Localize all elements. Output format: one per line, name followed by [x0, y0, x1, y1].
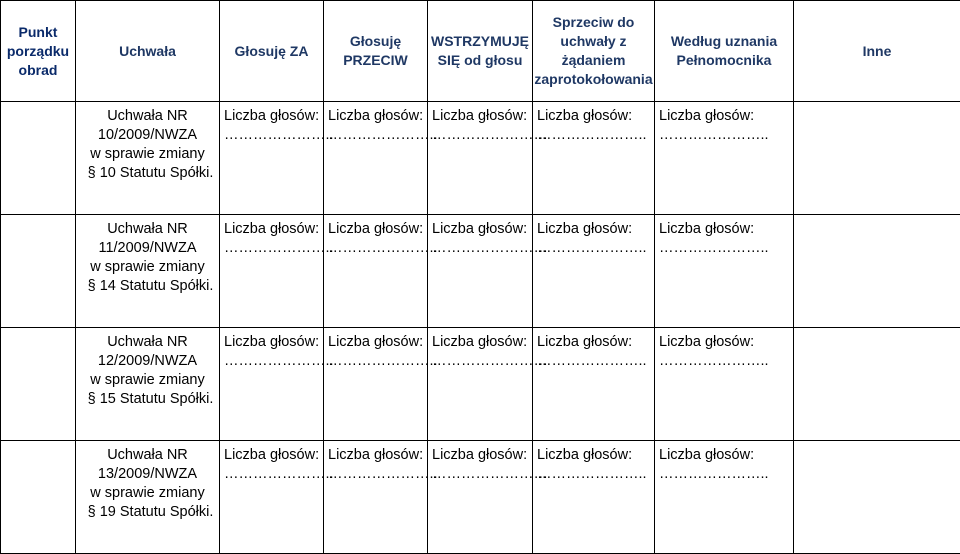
- vote-count-label: Liczba głosów:: [659, 446, 793, 465]
- vote-count-field[interactable]: …………………..: [328, 239, 427, 258]
- table-body: [1, 102, 960, 554]
- vote-count-label: Liczba głosów:: [659, 333, 793, 352]
- header-objection: Sprzeciw do uchwały z żądaniem zaprotokołowania: [533, 1, 655, 102]
- resolution-cell: [76, 102, 220, 215]
- resolution-line: w sprawie zmiany: [76, 371, 219, 390]
- vote-count-field[interactable]: …………………..: [328, 465, 427, 484]
- resolution-line: Uchwała NR: [76, 333, 219, 352]
- resolution-line: 13/2009/NWZA: [76, 465, 219, 484]
- vote-count-label: Liczba głosów:: [537, 107, 654, 126]
- objection-cell[interactable]: [533, 102, 655, 215]
- abstain-cell[interactable]: [428, 215, 533, 328]
- table-row: [1, 102, 960, 215]
- other-cell[interactable]: [794, 215, 960, 328]
- vote-count-field[interactable]: …………………..: [659, 126, 793, 145]
- vote-count-field[interactable]: ……………………: [432, 126, 532, 145]
- vote-count-label: Liczba głosów:: [328, 333, 427, 352]
- vote-count-field[interactable]: ……………………: [432, 352, 532, 371]
- proxy-discretion-cell[interactable]: [655, 441, 794, 554]
- header-vote-for: Głosuję ZA: [220, 1, 324, 102]
- vote-count-field[interactable]: …………………..: [537, 352, 654, 371]
- resolution-cell: [76, 328, 220, 441]
- vote-count-label: Liczba głosów:: [432, 220, 532, 239]
- vote-for-cell[interactable]: [220, 102, 324, 215]
- vote-for-cell[interactable]: [220, 441, 324, 554]
- header-agenda-item: Punkt porządku obrad: [1, 1, 76, 102]
- proxy-discretion-cell[interactable]: [655, 215, 794, 328]
- agenda-item-cell: [1, 441, 76, 554]
- header-row: [1, 1, 960, 102]
- proxy-discretion-cell[interactable]: [655, 102, 794, 215]
- abstain-cell[interactable]: [428, 441, 533, 554]
- vote-count-field[interactable]: …………………..: [224, 126, 323, 145]
- header-vote-against: Głosuję PRZECIW: [324, 1, 428, 102]
- resolution-line: w sprawie zmiany: [76, 145, 219, 164]
- vote-count-field[interactable]: …………………..: [659, 465, 793, 484]
- agenda-item-cell: [1, 102, 76, 215]
- header-abstain: WSTRZYMUJĘ SIĘ od głosu: [428, 1, 533, 102]
- resolution-line: w sprawie zmiany: [76, 258, 219, 277]
- vote-count-field[interactable]: ……………………: [432, 465, 532, 484]
- abstain-cell[interactable]: [428, 102, 533, 215]
- vote-count-label: Liczba głosów:: [537, 333, 654, 352]
- vote-count-label: Liczba głosów:: [432, 107, 532, 126]
- table-row: [1, 328, 960, 441]
- resolution-line: § 10 Statutu Spółki.: [76, 164, 219, 183]
- resolution-cell: [76, 441, 220, 554]
- resolution-line: w sprawie zmiany: [76, 484, 219, 503]
- vote-count-label: Liczba głosów:: [659, 220, 793, 239]
- resolution-line: § 15 Statutu Spółki.: [76, 390, 219, 409]
- vote-for-cell[interactable]: [220, 328, 324, 441]
- vote-count-label: Liczba głosów:: [537, 220, 654, 239]
- vote-count-label: Liczba głosów:: [328, 220, 427, 239]
- abstain-cell[interactable]: [428, 328, 533, 441]
- resolution-line: Uchwała NR: [76, 446, 219, 465]
- vote-count-field[interactable]: …………………..: [537, 126, 654, 145]
- header-resolution: Uchwała: [76, 1, 220, 102]
- resolution-line: 11/2009/NWZA: [76, 239, 219, 258]
- vote-count-label: Liczba głosów:: [432, 446, 532, 465]
- vote-count-label: Liczba głosów:: [432, 333, 532, 352]
- resolution-line: 12/2009/NWZA: [76, 352, 219, 371]
- vote-count-field[interactable]: …………………..: [328, 126, 427, 145]
- vote-count-label: Liczba głosów:: [224, 220, 323, 239]
- vote-count-field[interactable]: …………………..: [537, 465, 654, 484]
- vote-against-cell[interactable]: [324, 215, 428, 328]
- vote-count-label: Liczba głosów:: [224, 333, 323, 352]
- resolution-line: 10/2009/NWZA: [76, 126, 219, 145]
- resolution-line: Uchwała NR: [76, 107, 219, 126]
- objection-cell[interactable]: [533, 328, 655, 441]
- resolution-line: § 14 Statutu Spółki.: [76, 277, 219, 296]
- vote-count-label: Liczba głosów:: [537, 446, 654, 465]
- header-proxy-discretion: Według uznania Pełnomocnika: [655, 1, 794, 102]
- vote-count-field[interactable]: …………………..: [224, 239, 323, 258]
- vote-count-field[interactable]: ……………………: [432, 239, 532, 258]
- agenda-item-cell: [1, 328, 76, 441]
- vote-count-field[interactable]: …………………..: [328, 352, 427, 371]
- vote-count-label: Liczba głosów:: [224, 107, 323, 126]
- vote-count-field[interactable]: …………………..: [659, 352, 793, 371]
- other-cell[interactable]: [794, 441, 960, 554]
- resolution-cell: [76, 215, 220, 328]
- vote-count-field[interactable]: …………………..: [224, 352, 323, 371]
- vote-for-cell[interactable]: [220, 215, 324, 328]
- other-cell[interactable]: [794, 328, 960, 441]
- resolution-line: § 19 Statutu Spółki.: [76, 503, 219, 522]
- vote-count-label: Liczba głosów:: [224, 446, 323, 465]
- other-cell[interactable]: [794, 102, 960, 215]
- table-row: [1, 215, 960, 328]
- table-row: [1, 441, 960, 554]
- agenda-item-cell: [1, 215, 76, 328]
- vote-count-label: Liczba głosów:: [328, 446, 427, 465]
- objection-cell[interactable]: [533, 215, 655, 328]
- objection-cell[interactable]: [533, 441, 655, 554]
- vote-count-label: Liczba głosów:: [328, 107, 427, 126]
- vote-count-field[interactable]: …………………..: [224, 465, 323, 484]
- vote-count-field[interactable]: …………………..: [537, 239, 654, 258]
- resolution-line: Uchwała NR: [76, 220, 219, 239]
- vote-against-cell[interactable]: [324, 328, 428, 441]
- header-other: Inne: [794, 1, 960, 102]
- proxy-discretion-cell[interactable]: [655, 328, 794, 441]
- vote-count-label: Liczba głosów:: [659, 107, 793, 126]
- vote-count-field[interactable]: …………………..: [659, 239, 793, 258]
- vote-against-cell[interactable]: [324, 441, 428, 554]
- vote-against-cell[interactable]: [324, 102, 428, 215]
